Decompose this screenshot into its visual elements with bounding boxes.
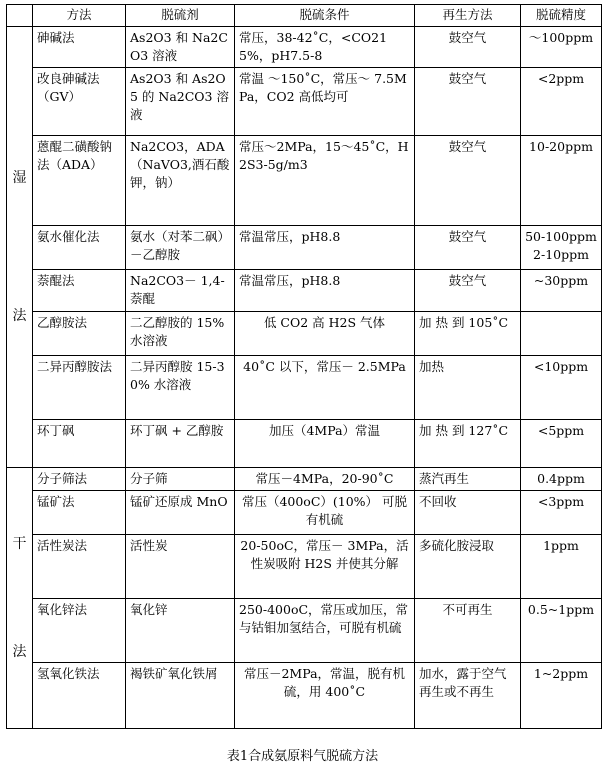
cell-regen: 不可再生	[415, 599, 521, 663]
cell-agent: 锰矿还原成 MnO	[126, 491, 235, 535]
cell-condition: 常温 ～150˚C，常压～ 7.5MPa，CO2 高低均可	[235, 68, 415, 136]
cell-method: 环丁砜	[33, 420, 126, 468]
cell-precision: 1ppm	[521, 535, 602, 599]
cell-regen: 鼓空气	[415, 226, 521, 270]
cell-method: 氨水催化法	[33, 226, 126, 270]
table-row	[7, 136, 602, 226]
cell-agent: 分子筛	[126, 468, 235, 491]
cell-precision: <10ppm	[521, 356, 602, 420]
cell-precision	[521, 312, 602, 356]
cell-regen: 鼓空气	[415, 136, 521, 226]
cell-condition: 常压－2MPa，常温，脱有机硫，用 400˚C	[235, 663, 415, 729]
cell-method: 活性炭法	[33, 535, 126, 599]
header-precision: 脱硫精度	[521, 5, 602, 27]
table-row	[7, 599, 602, 663]
cell-agent: 褐铁矿氧化铁屑	[126, 663, 235, 729]
cell-regen: 鼓空气	[415, 27, 521, 68]
cell-agent: Na2CO3，ADA（NaVO3,酒石酸钾，钠）	[126, 136, 235, 226]
category-wet: 湿 法	[7, 27, 33, 468]
cell-precision: <3ppm	[521, 491, 602, 535]
table-row	[7, 356, 602, 420]
cell-precision: <5ppm	[521, 420, 602, 468]
cell-condition: 20-50oC，常压－ 3MPa，活性炭吸附 H2S 并使其分解	[235, 535, 415, 599]
cell-regen: 鼓空气	[415, 270, 521, 312]
cell-agent: As2O3 和 As2O5 的 Na2CO3 溶液	[126, 68, 235, 136]
table-row	[7, 468, 602, 491]
cell-agent: Na2CO3－ 1,4-萘醌	[126, 270, 235, 312]
cell-regen: 加热	[415, 356, 521, 420]
cell-precision: <2ppm	[521, 68, 602, 136]
cell-method: 蒽醌二磺酸钠法（ADA）	[33, 136, 126, 226]
table-row	[7, 420, 602, 468]
cell-condition: 常温常压，pH8.8	[235, 270, 415, 312]
table-row	[7, 270, 602, 312]
cell-regen: 不回收	[415, 491, 521, 535]
cell-method: 乙醇胺法	[33, 312, 126, 356]
cell-condition: 常压（400oC）(10%） 可脱有机硫	[235, 491, 415, 535]
table-row	[7, 226, 602, 270]
cell-method: 萘醌法	[33, 270, 126, 312]
desulfurization-table	[6, 4, 602, 729]
header-regen: 再生方法	[415, 5, 521, 27]
cell-condition: 常压，38-42˚C，<CO215%，pH7.5-8	[235, 27, 415, 68]
header-row	[7, 5, 602, 27]
cell-condition: 常压－4MPa，20-90˚C	[235, 468, 415, 491]
cell-regen: 加 热 到 105˚C	[415, 312, 521, 356]
header-condition: 脱硫条件	[235, 5, 415, 27]
cell-precision: 1~2ppm	[521, 663, 602, 729]
cell-regen: 加水，露于空气再生或不再生	[415, 663, 521, 729]
cell-agent: 二异丙醇胺 15-30% 水溶液	[126, 356, 235, 420]
cell-precision: 50-100ppm 2-10ppm	[521, 226, 602, 270]
cell-agent: 活性炭	[126, 535, 235, 599]
cell-method: 二异丙醇胺法	[33, 356, 126, 420]
cell-method: 氧化锌法	[33, 599, 126, 663]
cell-regen: 蒸汽再生	[415, 468, 521, 491]
cell-method: 分子筛法	[33, 468, 126, 491]
cell-condition: 250-400oC，常压或加压，常与钴钼加氢结合，可脱有机硫	[235, 599, 415, 663]
table-row	[7, 27, 602, 68]
cell-agent: 氨水（对苯二砜）－乙醇胺	[126, 226, 235, 270]
table-row	[7, 491, 602, 535]
cell-precision: ~30ppm	[521, 270, 602, 312]
cell-method: 改良砷碱法（GV）	[33, 68, 126, 136]
table-row	[7, 535, 602, 599]
cell-regen: 多硫化胺浸取	[415, 535, 521, 599]
table-row	[7, 663, 602, 729]
cell-regen: 加 热 到 127˚C	[415, 420, 521, 468]
table-row	[7, 68, 602, 136]
cell-condition: 加压（4MPa）常温	[235, 420, 415, 468]
cell-method: 氢氧化铁法	[33, 663, 126, 729]
cell-condition: 常压～2MPa，15～45˚C，H2S3-5g/m3	[235, 136, 415, 226]
cell-condition: 40˚C 以下，常压－ 2.5MPa	[235, 356, 415, 420]
table-caption: 表1合成氨原料气脱硫方法	[226, 749, 379, 764]
table-row	[7, 312, 602, 356]
cell-method: 锰矿法	[33, 491, 126, 535]
cell-condition: 常温常压，pH8.8	[235, 226, 415, 270]
cell-method: 砷碱法	[33, 27, 126, 68]
cell-precision: 0.5~1ppm	[521, 599, 602, 663]
cell-condition: 低 CO2 高 H2S 气体	[235, 312, 415, 356]
header-corner	[7, 5, 33, 27]
cell-agent: 氧化锌	[126, 599, 235, 663]
header-agent: 脱硫剂	[126, 5, 235, 27]
cell-agent: 二乙醇胺的 15%水溶液	[126, 312, 235, 356]
category-dry: 干 法	[7, 468, 33, 729]
cell-precision: 0.4ppm	[521, 468, 602, 491]
cell-regen: 鼓空气	[415, 68, 521, 136]
cell-precision: 10-20ppm	[521, 136, 602, 226]
cell-agent: 环丁砜 + 乙醇胺	[126, 420, 235, 468]
cell-precision: ～100ppm	[521, 27, 602, 68]
cell-agent: As2O3 和 Na2CO3 溶液	[126, 27, 235, 68]
header-method: 方法	[33, 5, 126, 27]
